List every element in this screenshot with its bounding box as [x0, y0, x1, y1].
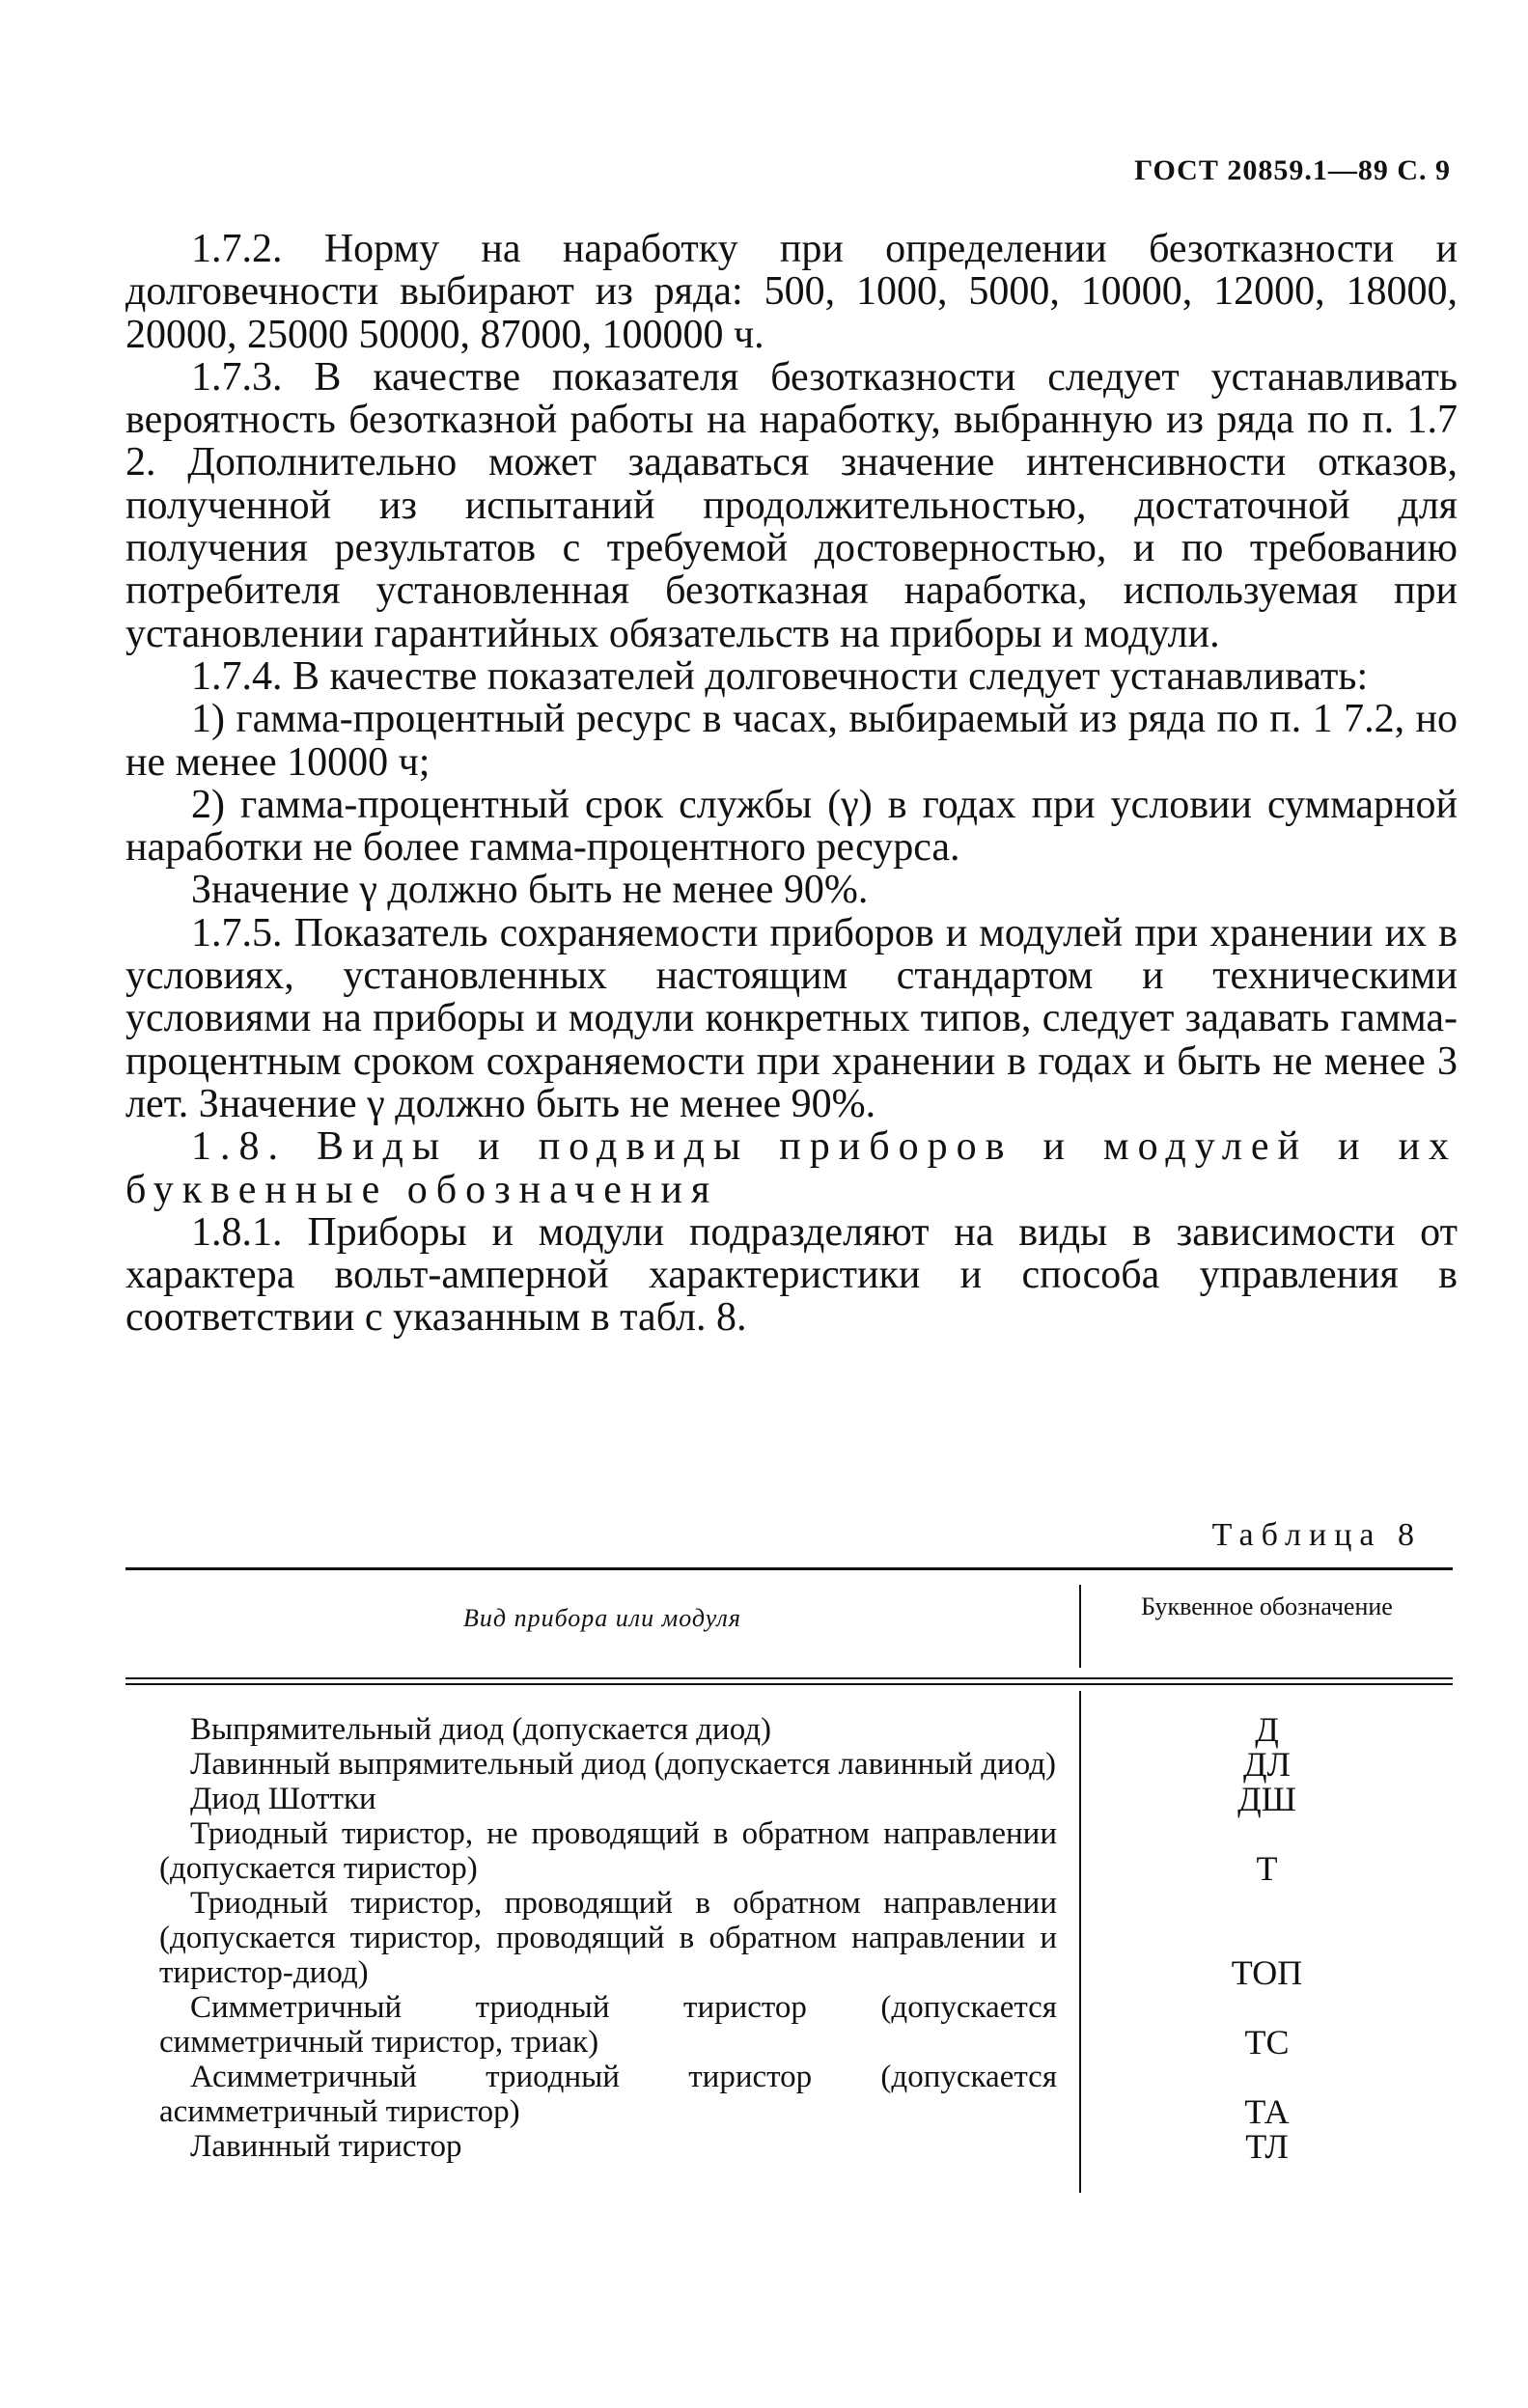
table-row — [125, 1990, 1453, 2060]
table-row — [125, 1782, 1453, 1816]
row-code: ТЛ — [1245, 2127, 1289, 2166]
paragraph-1-7-2: 1.7.2. Норму на наработку при определении безотказности и долговечности выбирают из ряда: 500, 1000, 5000, 10000, 12000, 18000, 20000, 25000 50000, 87000, 100000 ч. — [125, 227, 1458, 357]
page-header: ГОСТ 20859.1—89 С. 9 — [1134, 154, 1451, 186]
table-body — [125, 1712, 1453, 2164]
table-top-rule — [125, 1567, 1453, 1570]
header-bottom-rule-double — [125, 1683, 1453, 1685]
header-bottom-rule — [125, 1677, 1453, 1679]
row-code: Д — [1255, 1710, 1279, 1749]
row-code: ДШ — [1237, 1780, 1296, 1818]
row-kind: Лавинный выпрямительный диод (допускается лавинный диод) — [190, 1747, 1057, 1782]
row-kind: Триодный тиристор, проводящий в обратном направлении (допускается тиристор, проводящий в обратном направлении и тиристор-диод) — [159, 1886, 1057, 1990]
table-row — [125, 2129, 1453, 2164]
table-row — [125, 1886, 1453, 1990]
section-heading-1-8: 1.8. Виды и подвиды приборов и модулей и их буквенные обозначения — [125, 1124, 1458, 1212]
row-code: ТС — [1244, 2023, 1290, 2062]
paragraph-1-8-1: 1.8.1. Приборы и модули подразделяют на виды в зависимости от характера вольт-амперной характеристики и способа управления в соответствии с указанным в табл. 8. — [125, 1209, 1458, 1341]
list-item-service-life: 2) гамма-процентный срок службы (γ) в годах при условии суммарной наработки не более гамма-процентного ресурса. — [125, 782, 1458, 871]
row-code: ТОП — [1231, 1953, 1303, 1992]
column-header-code: Буквенное обозначение — [1141, 1592, 1393, 1620]
row-kind: Диод Шоттки — [190, 1782, 376, 1816]
body-text — [125, 228, 1458, 1340]
table-title: Таблица 8 — [1211, 1517, 1422, 1553]
row-kind: Выпрямительный диод (допускается диод) — [190, 1712, 772, 1747]
row-kind: Триодный тиристор, не проводящий в обратном направлении (допускается тиристор) — [159, 1816, 1057, 1886]
list-item-resource: 1) гамма-процентный ресурс в часах, выбираемый из ряда по п. 1 7.2, но не менее 10000 ч; — [125, 697, 1458, 785]
row-kind: Лавинный тиристор — [190, 2129, 462, 2164]
table-row — [125, 2060, 1453, 2129]
table-row — [125, 1816, 1453, 1886]
paragraph-1-7-3: 1.7.3. В качестве показателя безотказности следует устанавливать вероятность безотказной работы на наработку, выбранную из ряда по п. 1.7 2. Дополнительно может задаваться значение интенсивности отказов, полученной из испытаний продолжительностью, достаточной для получения результатов с требуемой достоверностью, и по требованию потребителя установленная безотказная наработка, используемая при установлении гарантийных обязательств на приборы и модули. — [125, 354, 1458, 656]
row-kind: Симметричный триодный тиристор (допускается симметричный тиристор, триак) — [159, 1990, 1057, 2060]
row-code: ДЛ — [1243, 1745, 1291, 1784]
gamma-note: Значение γ должно быть не менее 90%. — [191, 868, 869, 913]
row-code: ТА — [1244, 2092, 1290, 2131]
table-8 — [125, 1567, 1453, 2195]
paragraph-1-7-5: 1.7.5. Показатель сохраняемости приборов и модулей при хранении их в условиях, установленных настоящим стандартом и техническими условиями на приборы и модули конкретных типов, следует задавать гамма-процентным сроком сохраняемости при хранении в годах и быть не менее 3 лет. Значение γ должно быть не менее 90%. — [125, 910, 1458, 1126]
table-row — [125, 1712, 1453, 1747]
paragraph-1-7-4: 1.7.4. В качестве показателей долговечности следует устанавливать: — [191, 653, 1369, 699]
row-code: Т — [1256, 1849, 1278, 1888]
row-kind: Асимметричный триодный тиристор (допускается асимметричный тиристор) — [159, 2060, 1057, 2129]
table-row — [125, 1747, 1453, 1782]
column-header-kind: Вид прибора или модуля — [463, 1604, 741, 1632]
